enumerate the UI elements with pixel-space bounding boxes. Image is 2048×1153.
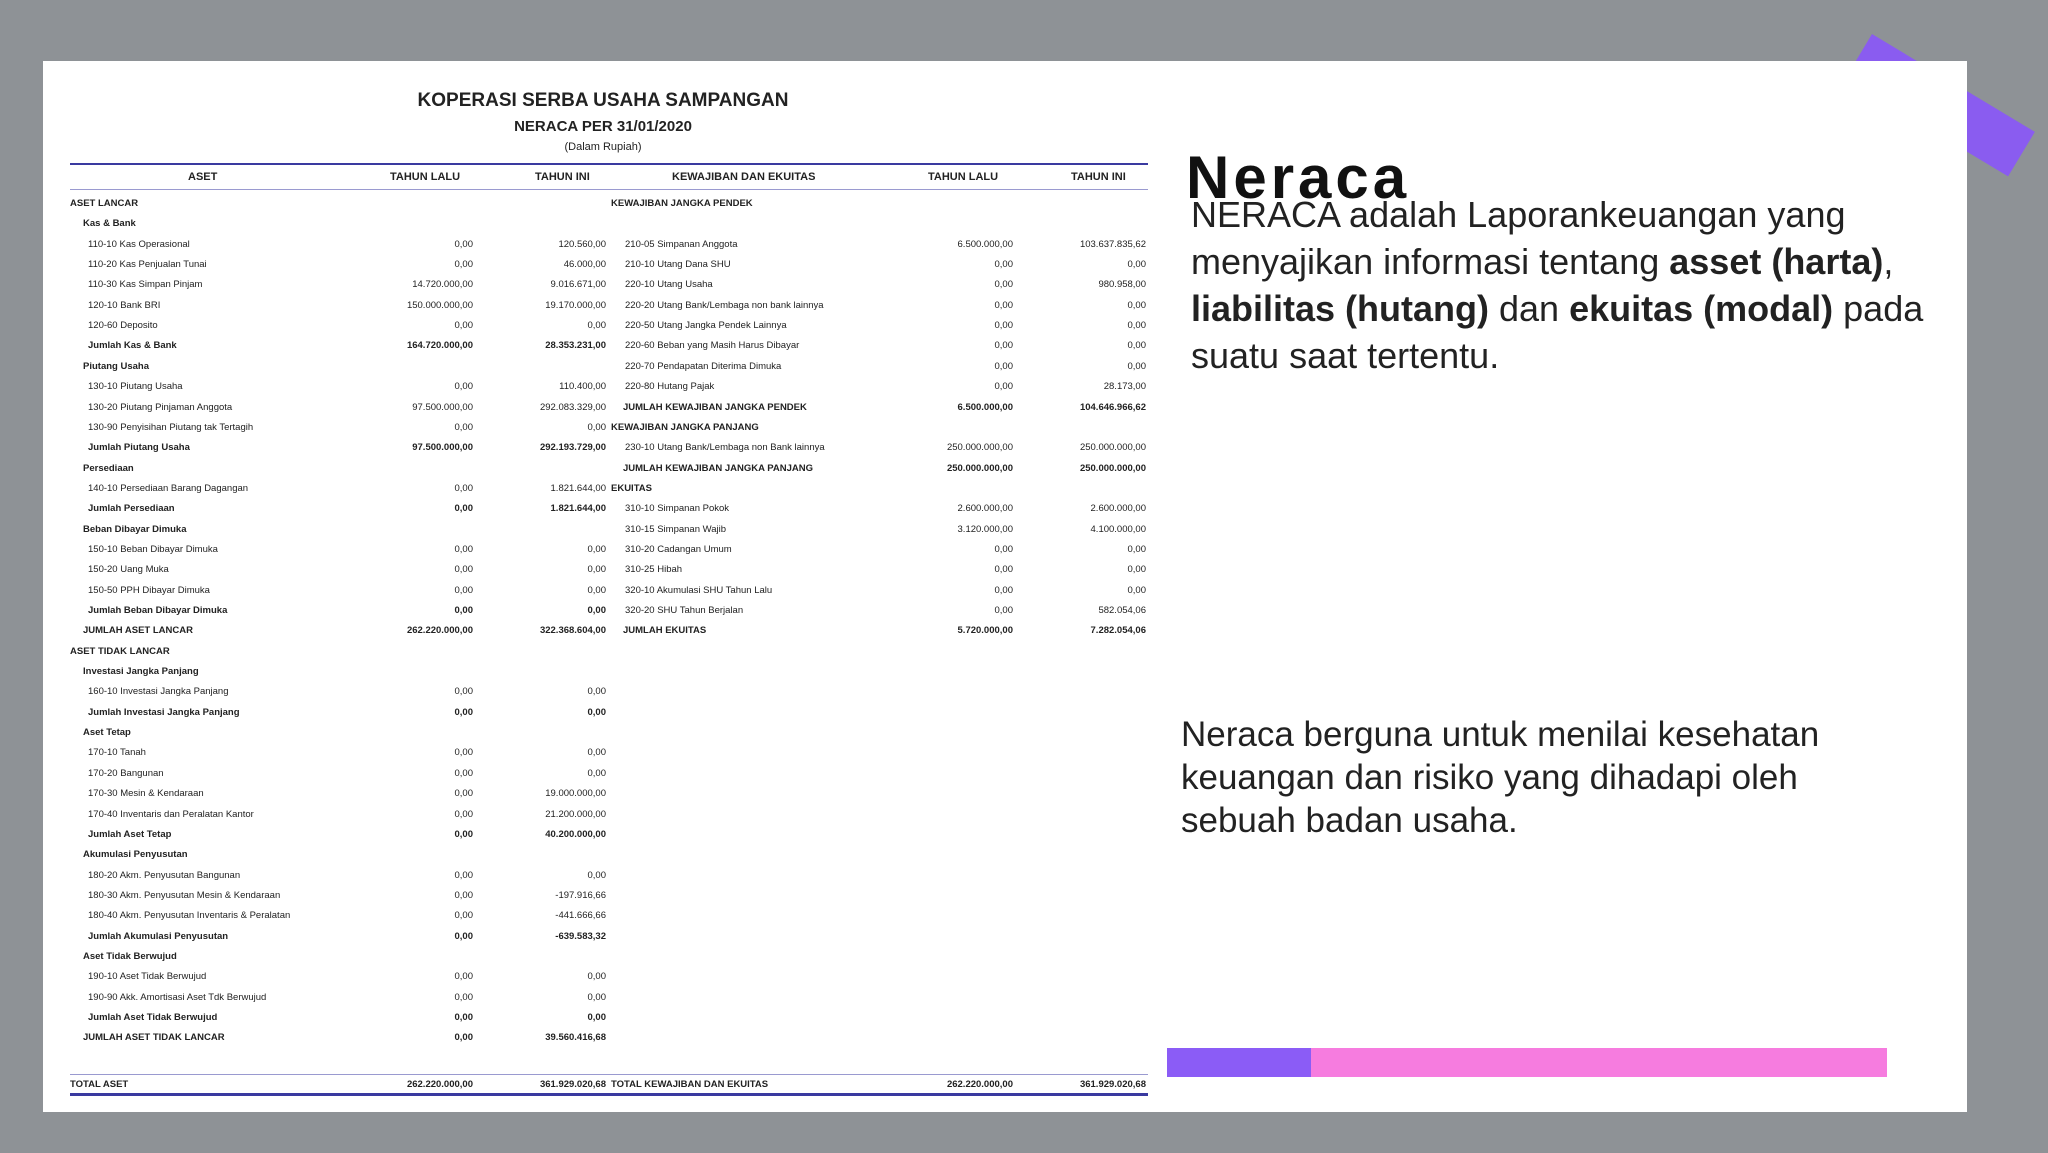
footer-rule [70,1093,1148,1096]
left-row-tahun-lalu: 0,00 [454,503,473,515]
left-row-tahun-ini: 1.821.644,00 [550,503,606,515]
right-row-tahun-lalu: 6.500.000,00 [957,238,1013,250]
right-row-tahun-lalu: 250.000.000,00 [946,442,1013,454]
total-kewajiban-prev: 262.220.000,00 [946,1079,1013,1090]
left-row-tahun-ini: 0,00 [587,767,606,779]
right-row-tahun-ini: 250.000.000,00 [1079,442,1146,454]
right-row-label: 310-10 Simpanan Pokok [625,503,730,515]
right-row-label: 310-25 Hibah [625,564,683,576]
left-row-tahun-lalu: 262.220.000,00 [406,625,473,637]
left-row-tahun-lalu: 0,00 [454,910,473,922]
right-row-tahun-ini: 0,00 [1127,259,1146,271]
left-row-label: 110-20 Kas Penjualan Tunai [88,259,207,271]
right-row-tahun-ini: 0,00 [1127,564,1146,576]
left-row-tahun-ini: 0,00 [587,421,606,433]
right-row-tahun-lalu: 0,00 [994,360,1013,372]
right-row-tahun-lalu: 0,00 [994,299,1013,311]
left-row-tahun-ini: 0,00 [587,605,606,616]
left-row-label: ASET TIDAK LANCAR [70,645,170,657]
right-row-tahun-lalu: 0,00 [994,605,1013,616]
total-kewajiban-label: TOTAL KEWAJIBAN DAN EKUITAS [611,1079,769,1090]
report-unit: (Dalam Rupiah) [564,141,642,153]
right-row-tahun-ini: 0,00 [1127,320,1146,332]
paragraph-text: , [1883,241,1894,282]
left-row-label: 180-20 Akm. Penyusutan Bangunan [88,869,241,881]
total-kewajiban-curr: 361.929.020,68 [1079,1079,1146,1090]
left-row-label: 130-20 Piutang Pinjaman Anggota [88,401,233,413]
right-row-label: 310-20 Cadangan Umum [625,543,732,555]
left-row-label: Jumlah Persediaan [88,503,175,515]
right-row-label: 320-20 SHU Tahun Berjalan [625,605,744,616]
left-row-tahun-lalu: 0,00 [454,828,473,840]
left-row-label: Kas & Bank [83,218,136,230]
left-row-label: 170-40 Inventaris dan Peralatan Kantor [88,808,254,820]
purpose-paragraph: Neraca berguna untuk menilai kesehatan keuangan dan risiko yang dihadapi oleh sebuah badan usaha. [1181,715,1820,840]
left-row-tahun-ini: 28.353.231,00 [545,340,606,352]
left-row-tahun-ini: 292.193.729,00 [539,442,606,454]
left-row-label: 150-20 Uang Muka [88,564,169,576]
right-row-tahun-ini: 582.054,06 [1098,605,1146,616]
right-row-tahun-ini: 103.637.835,62 [1079,238,1146,250]
right-row-label: 230-10 Utang Bank/Lembaga non Bank lainnya [625,442,825,454]
right-row-tahun-ini: 4.100.000,00 [1090,523,1146,535]
left-row-tahun-ini: 0,00 [587,869,606,881]
header-tahun-lalu-right: TAHUN LALU [928,171,999,183]
left-row-label: 110-10 Kas Operasional [88,238,190,250]
left-row-tahun-lalu: 0,00 [454,971,473,983]
left-row-tahun-ini: 0,00 [587,991,606,1003]
left-row-label: Aset Tetap [83,727,131,739]
left-row-tahun-ini: 0,00 [587,584,606,596]
right-row-tahun-lalu: 5.720.000,00 [957,625,1013,637]
left-row-label: Jumlah Investasi Jangka Panjang [88,706,240,718]
left-row-label: 130-10 Piutang Usaha [88,381,183,393]
left-row-label: Jumlah Kas & Bank [88,340,177,352]
left-row-tahun-lalu: 0,00 [454,808,473,820]
accent-bar-pink [1311,1048,1887,1077]
left-row-tahun-lalu: 150.000.000,00 [406,299,473,311]
right-row-tahun-lalu: 0,00 [994,279,1013,291]
left-row-tahun-lalu: 0,00 [454,238,473,250]
left-row-label: 170-30 Mesin & Kendaraan [88,788,204,800]
right-row-tahun-ini: 0,00 [1127,340,1146,352]
footer-rule-top [70,1074,1148,1075]
left-row-tahun-ini: 39.560.416,68 [545,1032,606,1044]
left-row-tahun-lalu: 0,00 [454,930,473,942]
left-row-label: 180-40 Akm. Penyusutan Inventaris & Peralatan [88,910,291,922]
paragraph-text: dan [1489,288,1570,329]
left-row-tahun-lalu: 164.720.000,00 [406,340,473,352]
left-row-label: Jumlah Aset Tetap [88,828,172,840]
left-row-tahun-ini: 21.200.000,00 [545,808,606,820]
left-row-label: Beban Dibayar Dimuka [83,523,187,535]
total-aset-curr: 361.929.020,68 [539,1079,606,1090]
right-row-tahun-lalu: 0,00 [994,381,1013,393]
right-row-tahun-ini: 0,00 [1127,299,1146,311]
left-row-tahun-lalu: 0,00 [454,686,473,698]
left-row-label: 170-20 Bangunan [88,767,164,779]
left-row-tahun-lalu: 0,00 [454,584,473,596]
left-row-tahun-lalu: 0,00 [454,869,473,881]
left-row-tahun-lalu: 0,00 [454,1012,473,1023]
left-row-label: Aset Tidak Berwujud [83,950,177,962]
left-row-label: Investasi Jangka Panjang [83,666,199,678]
left-row-label: JUMLAH ASET LANCAR [83,625,193,637]
right-row-label: 210-10 Utang Dana SHU [625,259,731,271]
left-row-label: 150-10 Beban Dibayar Dimuka [88,543,218,555]
left-row-tahun-ini: 19.000.000,00 [545,788,606,800]
left-row-tahun-lalu: 0,00 [454,767,473,779]
left-row-tahun-lalu: 0,00 [454,991,473,1003]
left-row-tahun-lalu: 0,00 [454,747,473,759]
left-row-tahun-ini: -441.666,66 [555,910,606,922]
accent-bar-purple [1167,1048,1311,1077]
left-row-tahun-lalu: 0,00 [454,320,473,332]
slide [43,61,1967,1112]
left-row-label: ASET LANCAR [70,198,139,209]
right-row-tahun-lalu: 2.600.000,00 [957,503,1013,515]
right-row-tahun-lalu: 6.500.000,00 [957,401,1013,413]
report-title: NERACA PER 31/01/2020 [514,118,692,135]
right-row-tahun-ini: 104.646.966,62 [1079,401,1146,413]
left-row-label: Persediaan [83,462,134,474]
right-row-tahun-lalu: 0,00 [994,340,1013,352]
total-aset-label: TOTAL ASET [70,1079,129,1090]
right-row-tahun-lalu: 3.120.000,00 [957,523,1013,535]
right-row-tahun-lalu: 250.000.000,00 [946,462,1013,474]
right-row-tahun-lalu: 0,00 [994,564,1013,576]
left-row-label: 130-90 Penyisihan Piutang tak Tertagih [88,421,254,433]
right-row-label: 210-05 Simpanan Anggota [625,238,738,250]
left-row-tahun-ini: 0,00 [587,686,606,698]
header-kewajiban-ekuitas: KEWAJIBAN DAN EKUITAS [672,171,816,183]
right-row-label: KEWAJIBAN JANGKA PANJANG [611,421,759,433]
left-row-tahun-lalu: 0,00 [454,1032,473,1044]
left-row-tahun-ini: 0,00 [587,971,606,983]
header-rule [70,163,1148,165]
right-row-label: 320-10 Akumulasi SHU Tahun Lalu [625,584,773,596]
right-row-tahun-ini: 7.282.054,06 [1090,625,1146,637]
slide-title: Neraca [1186,144,1411,211]
left-row-label: JUMLAH ASET TIDAK LANCAR [83,1032,225,1044]
left-row-tahun-ini: 120.560,00 [558,238,606,250]
left-row-tahun-lalu: 97.500.000,00 [412,442,473,454]
header-rule-bottom [70,189,1148,190]
left-row-label: 120-10 Bank BRI [88,299,161,311]
left-row-tahun-lalu: 0,00 [454,543,473,555]
left-row-tahun-lalu: 14.720.000,00 [412,279,473,291]
right-row-tahun-lalu: 0,00 [994,543,1013,555]
left-row-tahun-lalu: 0,00 [454,482,473,494]
left-row-label: 190-90 Akk. Amortisasi Aset Tdk Berwujud [88,991,267,1003]
right-row-label: 220-80 Hutang Pajak [625,381,715,393]
left-row-tahun-lalu: 0,00 [454,889,473,901]
left-row-tahun-ini: 0,00 [587,320,606,332]
header-aset: ASET [188,171,218,183]
left-row-label: 120-60 Deposito [88,320,158,332]
left-row-label: 180-30 Akm. Penyusutan Mesin & Kendaraan [88,889,281,901]
left-row-tahun-lalu: 0,00 [454,605,473,616]
right-row-tahun-ini: 0,00 [1127,543,1146,555]
header-tahun-ini-left: TAHUN INI [535,171,590,183]
left-row-tahun-lalu: 0,00 [454,259,473,271]
left-row-label: Jumlah Piutang Usaha [88,442,190,454]
left-row-label: Jumlah Akumulasi Penyusutan [88,930,229,942]
left-row-label: 170-10 Tanah [88,747,146,759]
left-row-label: Jumlah Aset Tidak Berwujud [88,1012,218,1023]
right-row-label: JUMLAH KEWAJIBAN JANGKA PENDEK [623,401,807,413]
left-row-tahun-lalu: 0,00 [454,421,473,433]
left-row-label: 110-30 Kas Simpan Pinjam [88,279,203,291]
left-row-label: Jumlah Beban Dibayar Dimuka [88,605,228,616]
right-row-label: EKUITAS [611,482,652,494]
left-row-tahun-lalu: 97.500.000,00 [412,401,473,413]
left-row-tahun-ini: 0,00 [587,1012,606,1023]
left-row-tahun-ini: 46.000,00 [563,259,606,271]
header-tahun-ini-right: TAHUN INI [1071,171,1126,183]
balance-sheet-document [43,61,1163,1112]
header-tahun-lalu-left: TAHUN LALU [390,171,461,183]
left-row-tahun-ini: -639.583,32 [555,930,606,942]
left-row-tahun-ini: 322.368.604,00 [539,625,606,637]
left-row-label: 160-10 Investasi Jangka Panjang [88,686,229,698]
right-row-label: 220-60 Beban yang Masih Harus Dibayar [625,340,800,352]
left-row-tahun-ini: -197.916,66 [555,889,606,901]
left-row-tahun-ini: 0,00 [587,747,606,759]
total-aset-prev: 262.220.000,00 [406,1079,473,1090]
left-row-label: 150-50 PPH Dibayar Dimuka [88,584,210,596]
right-row-label: 310-15 Simpanan Wajib [625,523,727,535]
left-row-tahun-lalu: 0,00 [454,564,473,576]
left-row-tahun-lalu: 0,00 [454,381,473,393]
left-row-tahun-ini: 9.016.671,00 [550,279,606,291]
left-row-tahun-ini: 19.170.000,00 [545,299,606,311]
right-row-label: 220-70 Pendapatan Diterima Dimuka [625,360,782,372]
left-row-tahun-ini: 292.083.329,00 [539,401,606,413]
right-row-label: 220-50 Utang Jangka Pendek Lainnya [625,320,787,332]
left-row-label: Piutang Usaha [83,360,149,372]
right-row-tahun-ini: 250.000.000,00 [1079,462,1146,474]
right-row-tahun-lalu: 0,00 [994,320,1013,332]
emphasis-term: asset (harta) [1669,241,1884,282]
left-row-tahun-ini: 40.200.000,00 [545,828,606,840]
right-row-label: KEWAJIBAN JANGKA PENDEK [611,198,753,209]
right-row-label: JUMLAH EKUITAS [623,625,707,637]
right-row-tahun-lalu: 0,00 [994,259,1013,271]
left-row-label: 140-10 Persediaan Barang Dagangan [88,482,249,494]
right-row-tahun-ini: 980.958,00 [1098,279,1146,291]
right-row-tahun-ini: 0,00 [1127,360,1146,372]
left-row-tahun-ini: 110.400,00 [559,381,606,393]
right-row-label: 220-10 Utang Usaha [625,279,713,291]
left-row-tahun-lalu: 0,00 [454,788,473,800]
emphasis-term: ekuitas (modal) [1569,288,1834,329]
left-row-tahun-lalu: 0,00 [454,706,473,718]
right-row-tahun-ini: 0,00 [1127,584,1146,596]
paragraph-text: pada suatu saat tertentu. [1191,288,1924,376]
right-row-label: 220-20 Utang Bank/Lembaga non bank lainnya [625,299,824,311]
left-row-tahun-ini: 0,00 [587,706,606,718]
right-row-tahun-ini: 2.600.000,00 [1090,503,1146,515]
right-row-tahun-ini: 28.173,00 [1103,381,1146,393]
left-row-tahun-ini: 1.821.644,00 [550,482,606,494]
definition-paragraph [1191,191,1951,379]
org-name: KOPERASI SERBA USAHA SAMPANGAN [417,90,789,111]
paragraph-text: NERACA adalah Laporankeuangan yang menyajikan informasi tentang [1191,194,1846,282]
emphasis-term: liabilitas (hutang) [1191,288,1490,329]
left-row-tahun-ini: 0,00 [587,543,606,555]
left-row-tahun-ini: 0,00 [587,564,606,576]
left-row-label: 190-10 Aset Tidak Berwujud [88,971,207,983]
right-row-label: JUMLAH KEWAJIBAN JANGKA PANJANG [623,462,814,474]
left-row-label: Akumulasi Penyusutan [83,849,188,861]
right-row-tahun-lalu: 0,00 [994,584,1013,596]
